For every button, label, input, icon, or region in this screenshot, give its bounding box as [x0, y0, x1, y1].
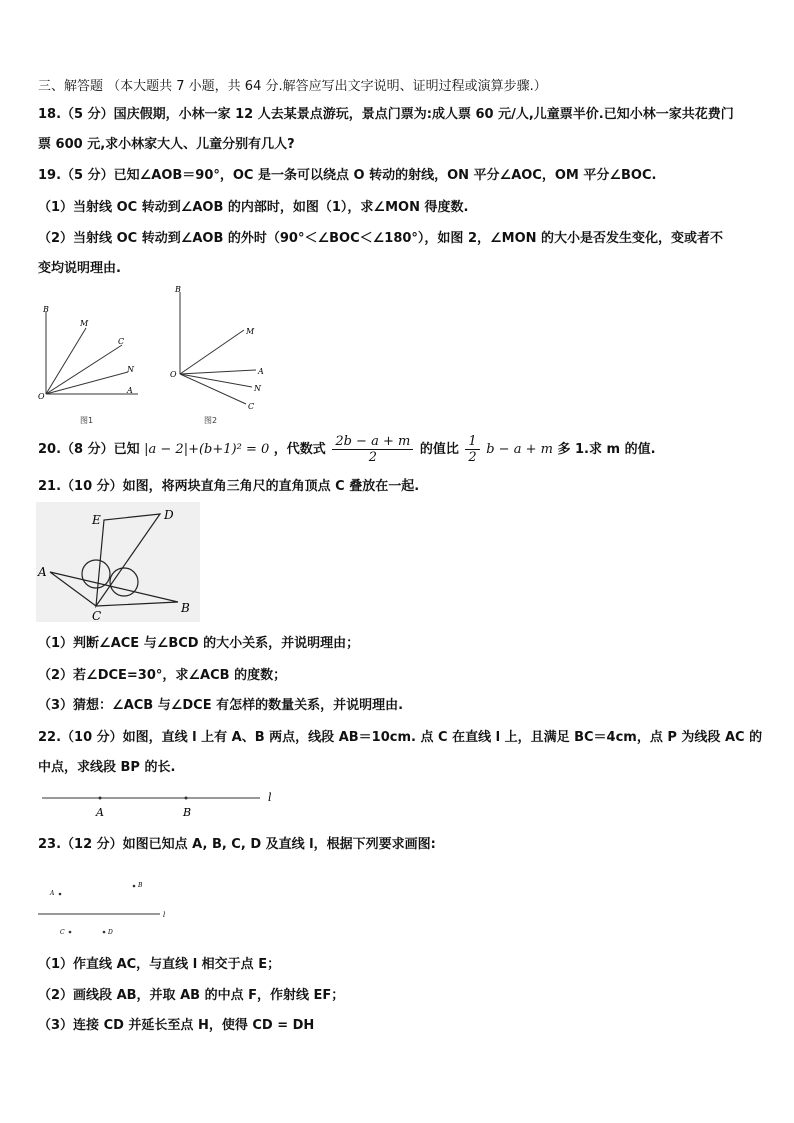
q23-label-d: D	[108, 929, 113, 936]
q19-figure-1	[30, 298, 150, 428]
q23-label-b: B	[138, 882, 143, 889]
q19-part2-line1: （2）当射线 OC 转动到∠AOB 的外时（90°＜∠BOC＜∠180°），如图 2，∠MON 的大小是否发生变化，变或者不	[38, 231, 724, 246]
q23-part2: （2）画线段 AB，并取 AB 的中点 F，作射线 EF；	[38, 988, 345, 1003]
q23-label-l: l	[163, 911, 166, 919]
q21-label-b: B	[181, 601, 190, 615]
q20-prefix: 20.（8 分）已知	[38, 442, 140, 457]
fig2-label-n: N	[254, 384, 261, 393]
q20-fraction-numerator: 2b − a + m	[332, 434, 413, 450]
q20-mid2: 的值比	[419, 442, 459, 457]
fig1-label-b: B	[43, 305, 49, 314]
q21-label-c: C	[92, 609, 102, 622]
q19-stem: 19.（5 分）已知∠AOB＝90°，OC 是一条可以绕点 O 转动的射线，ON 平分∠AOC，OM 平分∠BOC.	[38, 168, 657, 183]
q20-expr: b − a + m	[486, 442, 553, 457]
q23-part1: （1）作直线 AC，与直线 l 相交于点 E；	[38, 957, 281, 972]
q20-suffix: 多 1.求 m 的值.	[557, 442, 656, 457]
q22-line1: 22.（10 分）如图，直线 l 上有 A、B 两点，线段 AB＝10cm. 点 C 在直线 l 上，且满足 BC＝4cm，点 P 为线段 AC 的	[38, 730, 763, 745]
q19-figure-2	[168, 282, 278, 428]
fig1-label-m: M	[80, 319, 89, 328]
q20-fraction	[332, 434, 413, 465]
q23-label-c: C	[60, 929, 65, 936]
q18-line1: 18.（5 分）国庆假期，小林一家 12 人去某景点游玩，景点门票为:成人票 60 元/人,儿童票半价.已知小林一家共花费门	[38, 107, 734, 122]
q22-label-b: B	[183, 806, 192, 819]
q23-label-a: A	[50, 890, 55, 897]
q21-label-d: D	[164, 508, 174, 522]
q20-half-denominator: 2	[468, 450, 477, 465]
q18-line2: 票 600 元,求小林家大人、儿童分别有几人?	[38, 137, 295, 152]
q19-part2-line2: 变均说明理由.	[38, 261, 121, 276]
fig1-label-a: A	[127, 386, 133, 395]
q22-figure	[38, 786, 288, 822]
q20-line	[38, 433, 656, 467]
q21-figure	[36, 502, 200, 622]
fig1-label-n: N	[127, 365, 134, 374]
fig2-caption: 图2	[204, 416, 218, 425]
q19-part1: （1）当射线 OC 转动到∠AOB 的内部时，如图（1），求∠MON 得度数.	[38, 200, 469, 215]
q21-label-e: E	[92, 513, 101, 527]
fig2-label-a: A	[258, 367, 264, 376]
section-header: 三、解答题 （本大题共 7 小题，共 64 分.解答应写出文字说明、证明过程或演算步骤.）	[38, 79, 547, 94]
q22-label-l: l	[268, 791, 272, 804]
fig1-label-c: C	[118, 337, 125, 346]
fig2-label-m: M	[246, 327, 255, 336]
q21-part3: （3）猜想：∠ACB 与∠DCE 有怎样的数量关系，并说明理由.	[38, 698, 404, 713]
q20-half	[465, 434, 479, 465]
q21-label-a: A	[38, 565, 47, 579]
q21-part2: （2）若∠DCE=30°，求∠ACB 的度数；	[38, 668, 287, 683]
fig1-label-o: O	[38, 392, 45, 401]
q20-half-numerator: 1	[465, 434, 479, 450]
q20-equation: |a − 2|+(b+1)² = 0	[144, 442, 270, 457]
q23-stem: 23.（12 分）如图已知点 A, B, C, D 及直线 l，根据下列要求画图:	[38, 837, 436, 852]
q20-fraction-denominator: 2	[368, 450, 377, 465]
q21-part1: （1）判断∠ACE 与∠BCD 的大小关系，并说明理由；	[38, 636, 360, 651]
q22-label-a: A	[96, 806, 104, 819]
q21-stem: 21.（10 分）如图，将两块直角三角尺的直角顶点 C 叠放在一起.	[38, 479, 420, 494]
q20-mid1: ，代数式	[273, 442, 326, 457]
fig1-caption: 图1	[80, 416, 94, 425]
q23-part3: （3）连接 CD 并延长至点 H，使得 CD = DH	[38, 1018, 315, 1033]
fig2-label-c: C	[248, 402, 255, 411]
fig2-label-b: B	[175, 285, 181, 294]
q22-line2: 中点，求线段 BP 的长.	[38, 760, 176, 775]
fig2-label-o: O	[170, 370, 177, 379]
q23-figure	[36, 876, 176, 940]
